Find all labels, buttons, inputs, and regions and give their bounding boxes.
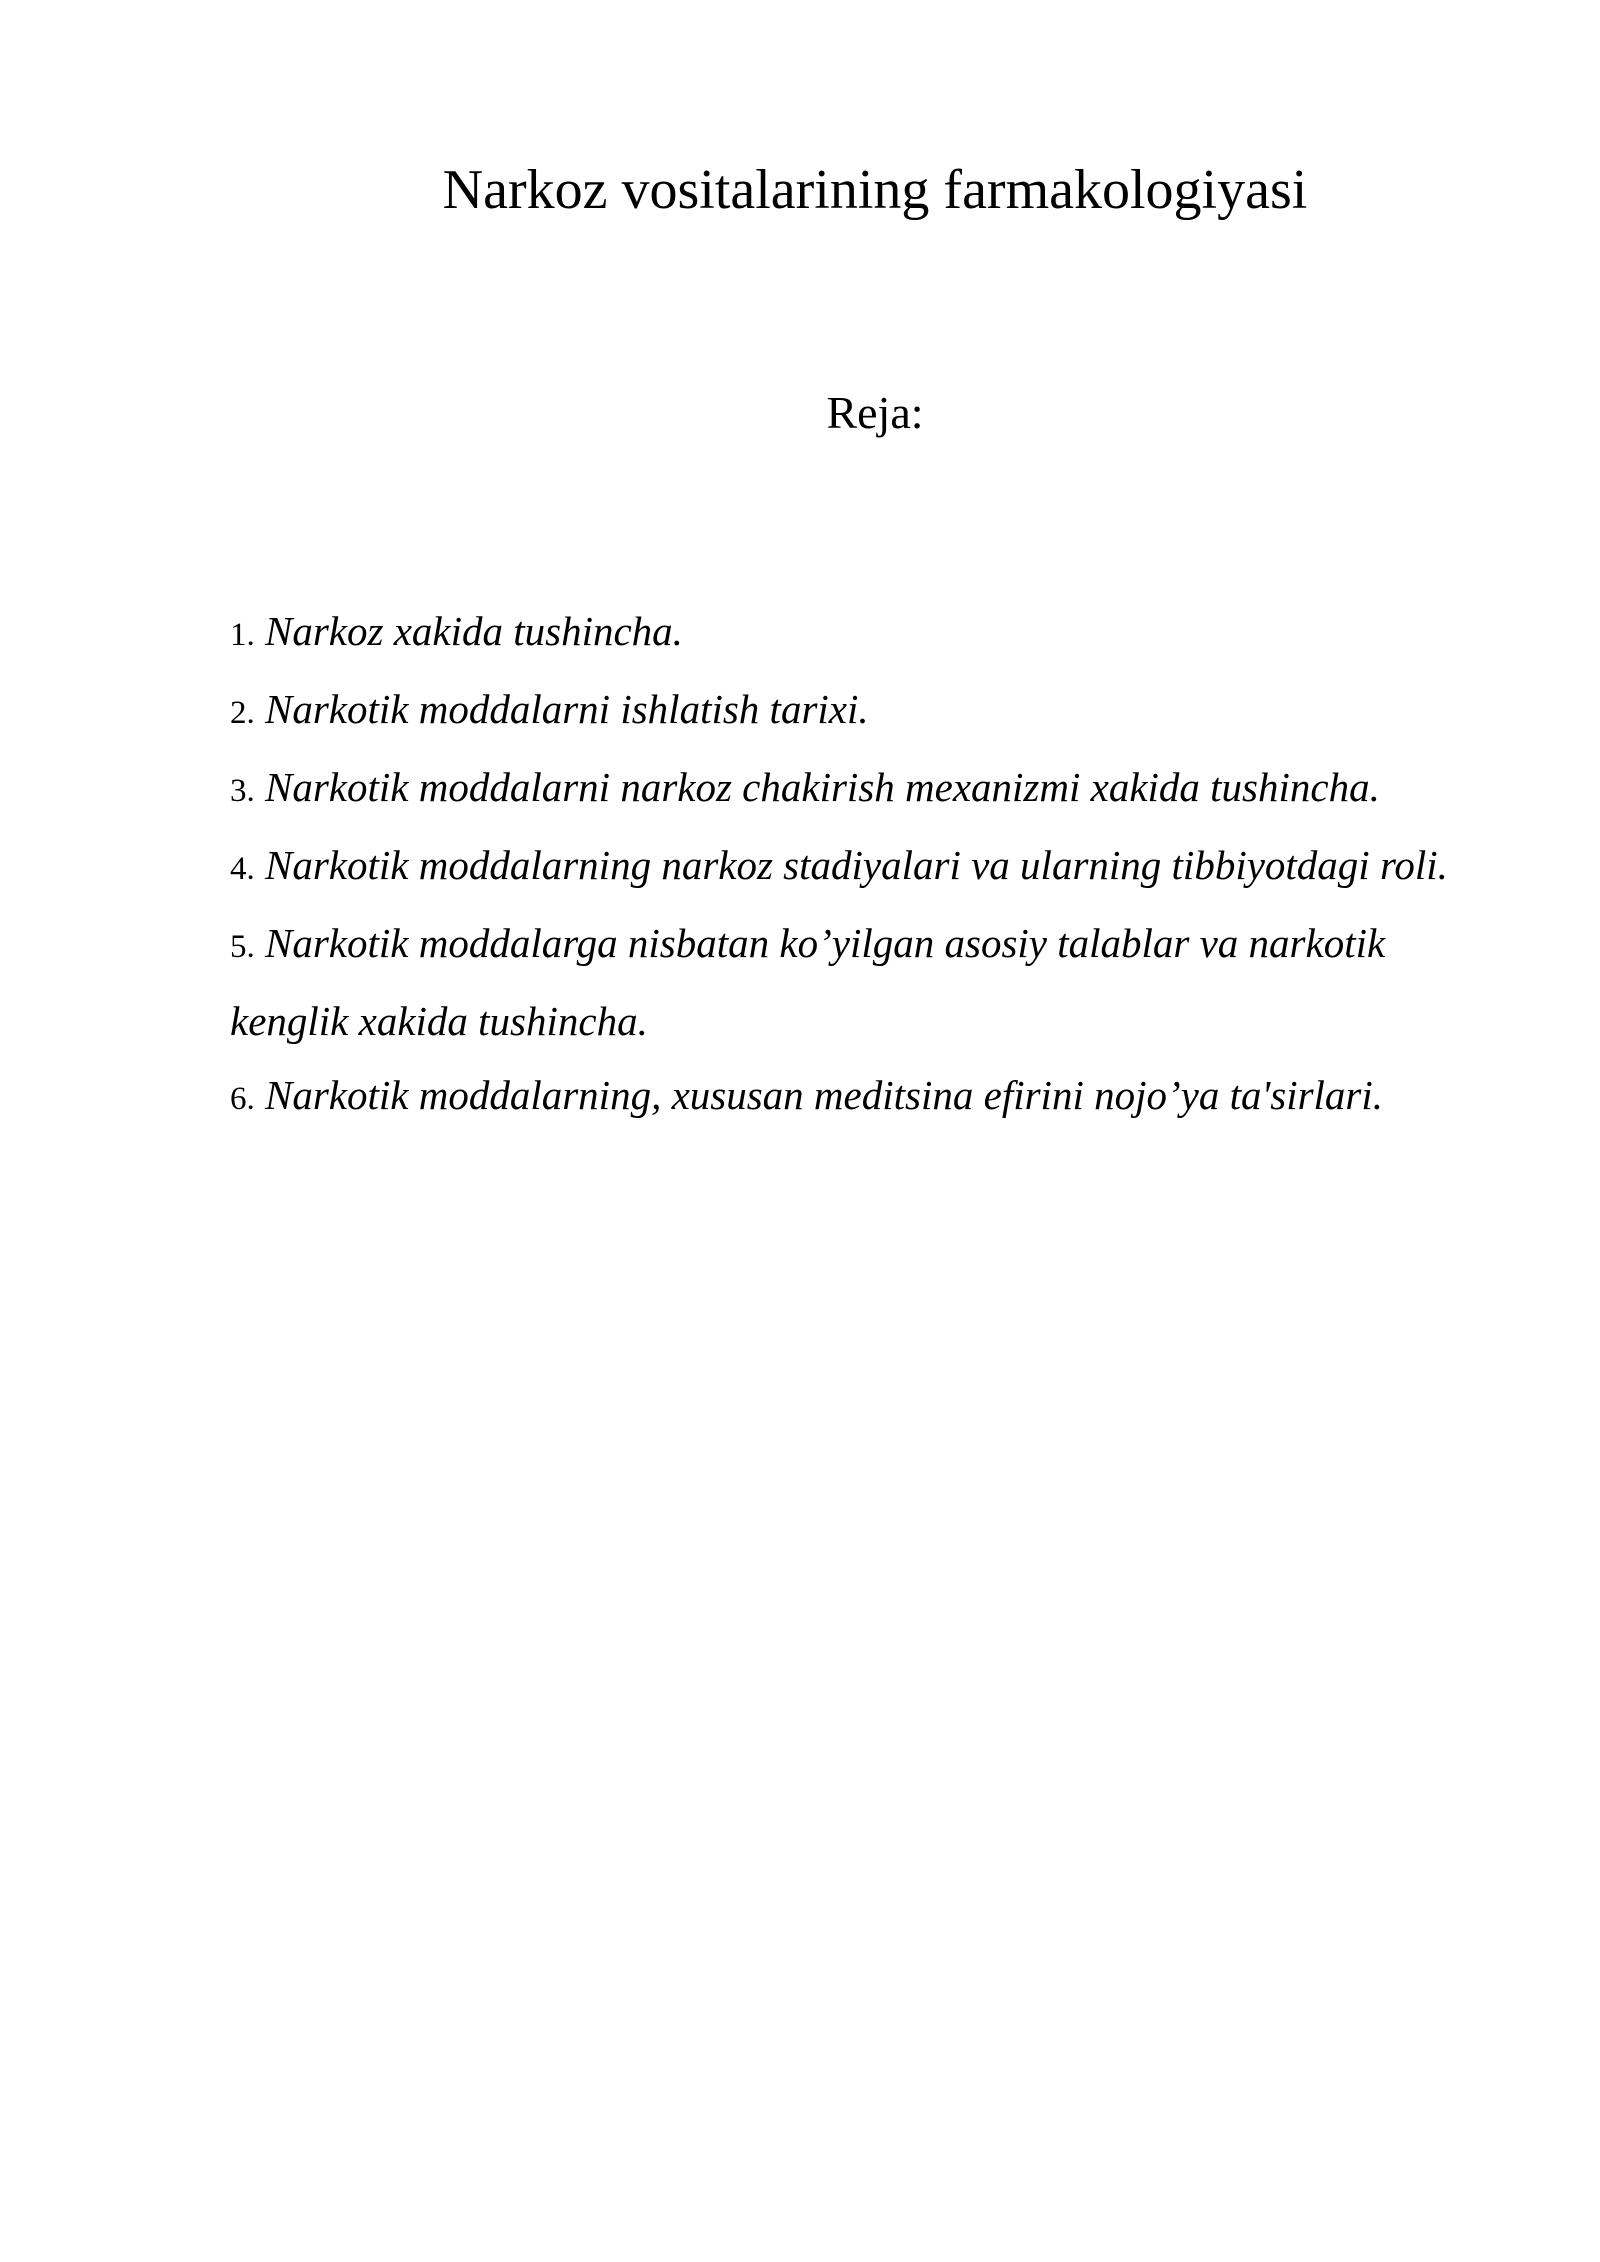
plan-item-text: Narkotik moddalarni narkoz chakirish mexanizmi xakida tushincha. [265,764,1380,810]
plan-item-number: 3. [230,773,255,809]
plan-item-number: 5. [230,929,255,965]
plan-item [230,1058,1460,1136]
plan-item-text: Narkotik moddalarga nisbatan ko’yilgan asosiy talablar va narkotik kenglik xakida tushincha. [230,920,1386,1044]
plan-item-text: Narkotik moddalarni ishlatish tarixi. [265,686,869,732]
document-title: Narkoz vositalarining farmakologiyasi [442,159,1308,221]
plan-list [230,594,1460,1136]
plan-item-number: 2. [230,695,255,731]
plan-item [230,906,1460,1058]
plan-item [230,594,1460,672]
plan-item-number: 6. [230,1081,255,1117]
plan-item [230,750,1460,828]
plan-item-number: 1. [230,617,255,653]
plan-item-number: 4. [230,851,255,887]
plan-item [230,672,1460,750]
plan-item-text: Narkotik moddalarning, xususan meditsina efirini nojo’ya ta'sirlari. [265,1072,1384,1118]
plan-item-text: Narkotik moddalarning narkoz stadiyalari va ularning tibbiyotdagi roli. [265,842,1448,888]
plan-heading: Reja: [826,387,924,438]
plan-item [230,828,1460,906]
plan-item-text: Narkoz xakida tushincha. [265,608,683,654]
